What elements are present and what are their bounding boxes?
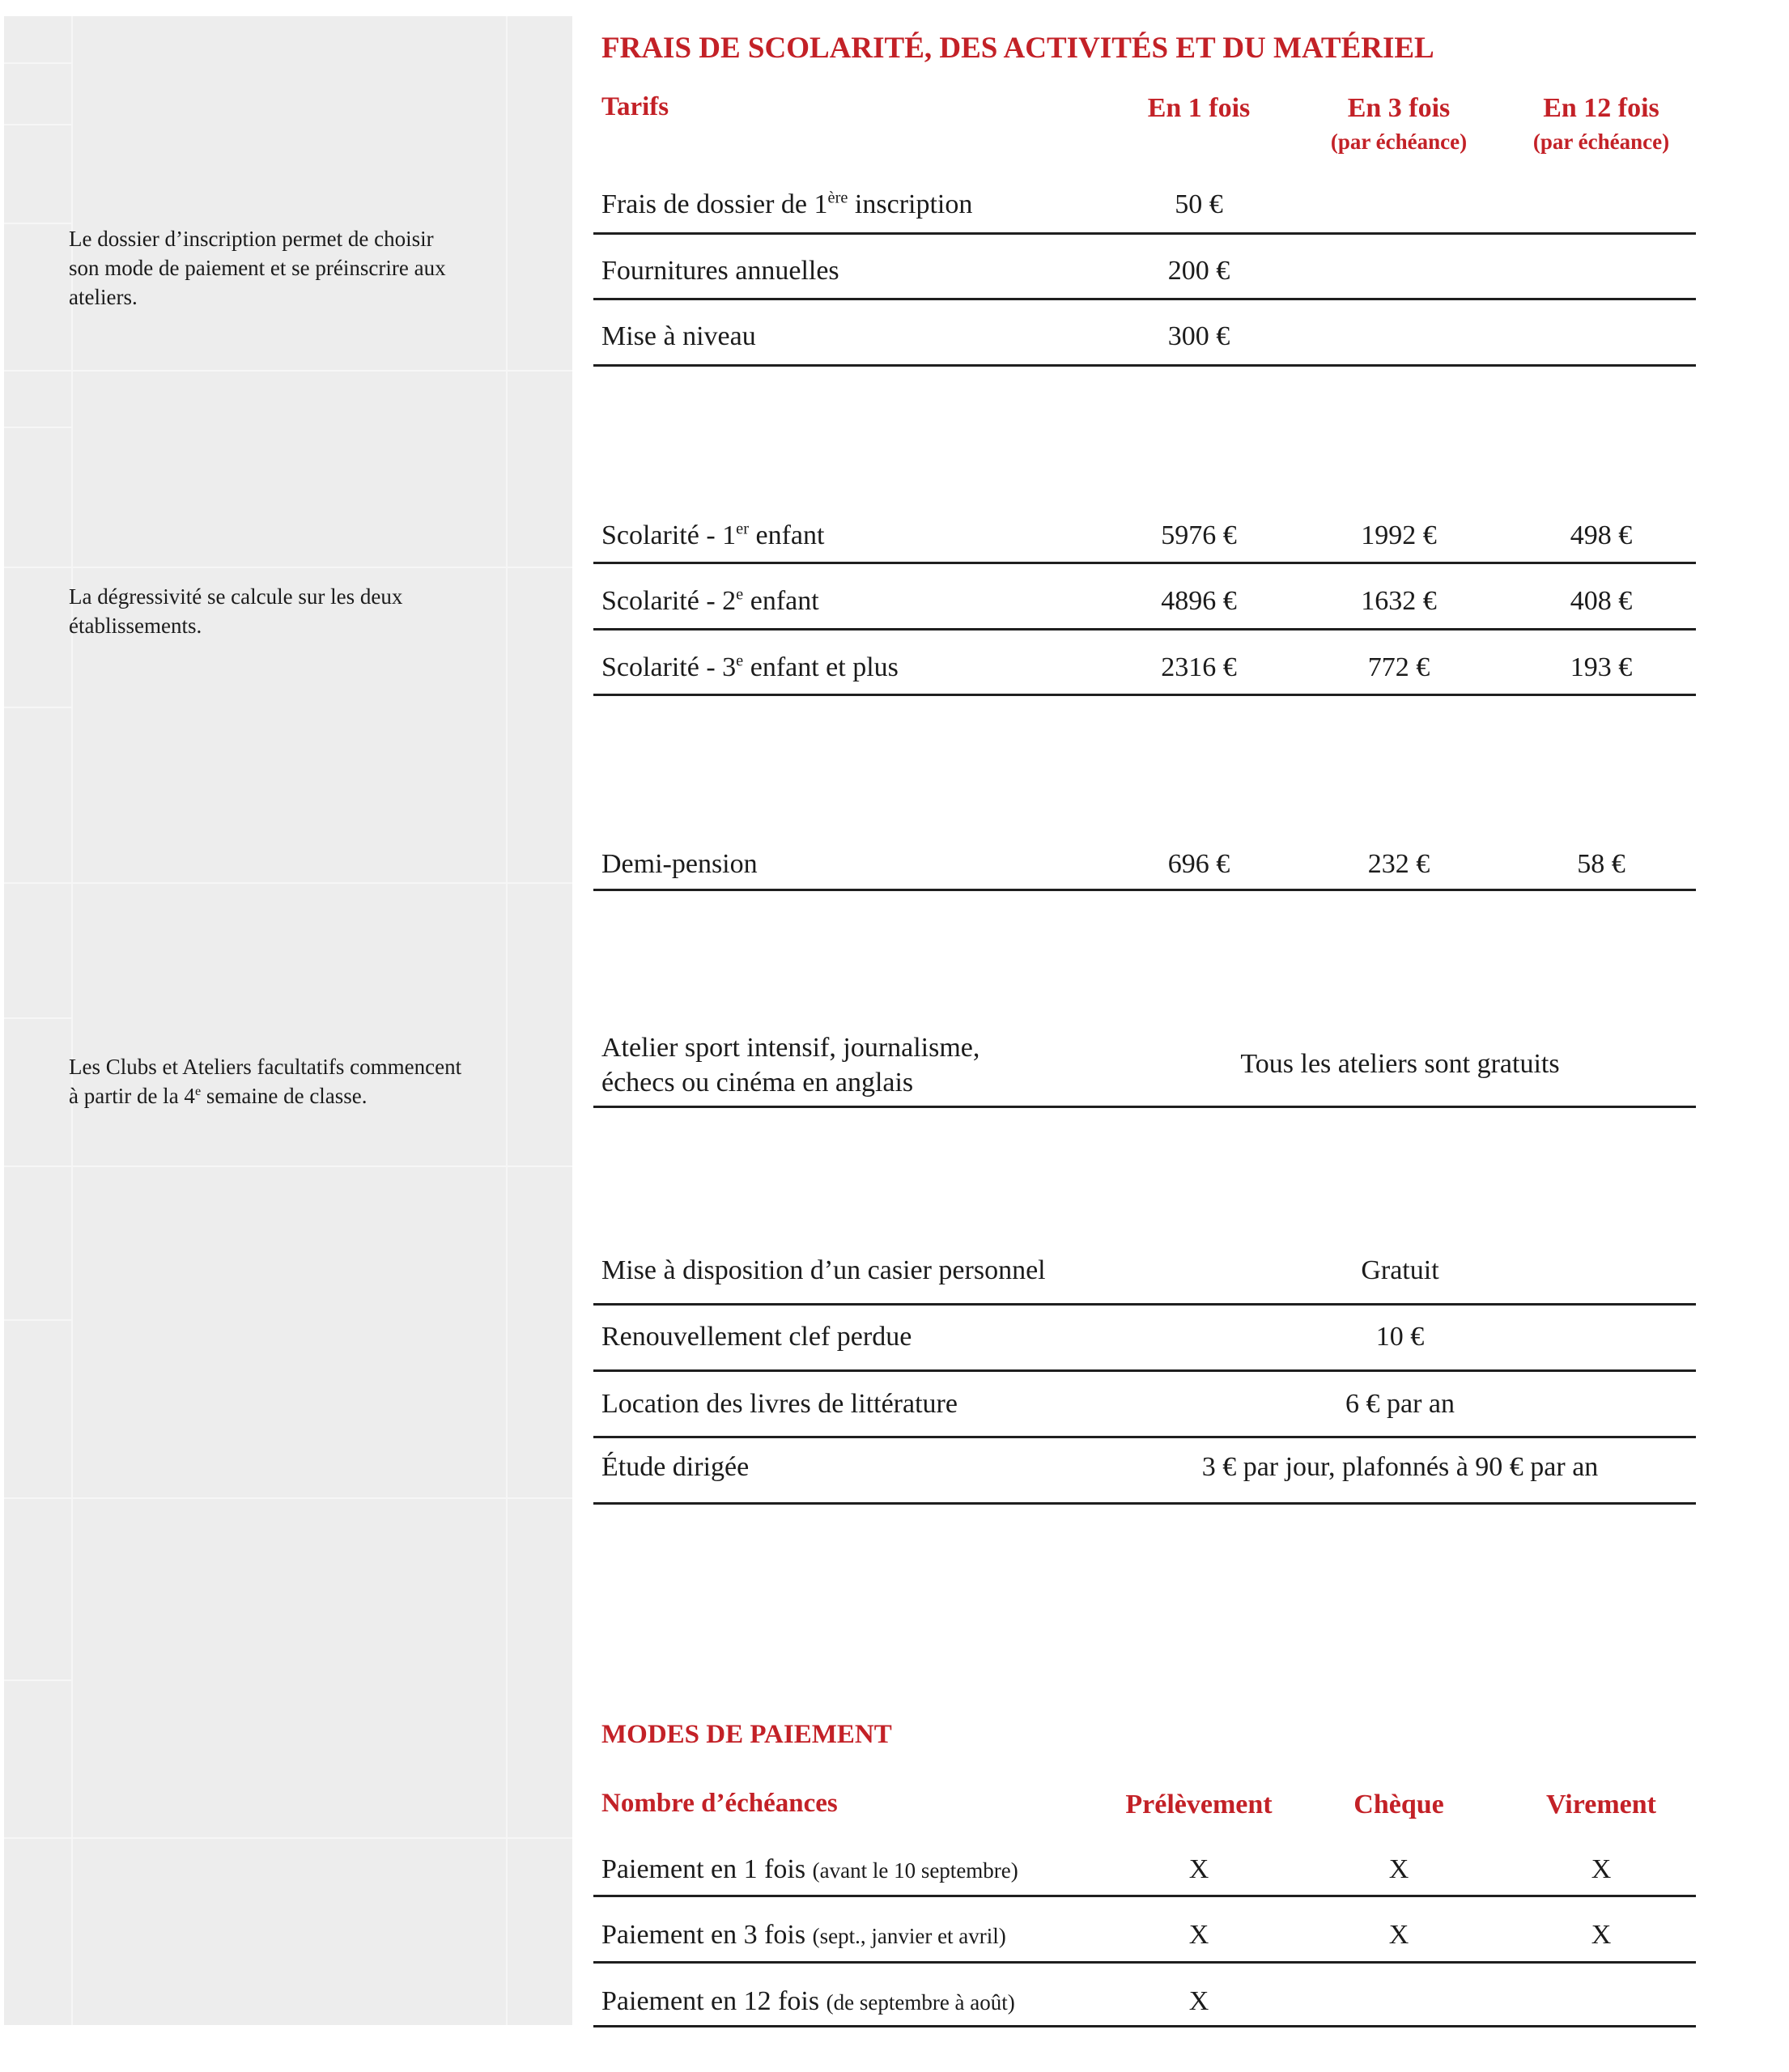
table-cell: 58 € [1577, 849, 1625, 879]
row-divider [593, 889, 1696, 891]
row-divider [593, 1961, 1696, 1964]
table-row-paiement-12-fois: Paiement en 12 fois (de septembre à août) [601, 1986, 1015, 2016]
sidebar-grid-line [4, 882, 572, 884]
column-subheader-par-echeance: (par échéance) [1330, 130, 1468, 154]
table-row-etude-dirigee: Étude dirigée [601, 1452, 750, 1482]
table-row-demi-pension: Demi-pension [601, 849, 758, 879]
row-divider [593, 232, 1696, 235]
column-subheader-par-echeance: (par échéance) [1532, 130, 1670, 154]
sidebar-grid-line [4, 370, 572, 372]
table-cell-check: X [1188, 1920, 1209, 1950]
row-divider [593, 1895, 1696, 1897]
table-row-atelier-line1: Atelier sport intensif, journalisme, [601, 1033, 980, 1063]
table-cell-check: X [1388, 1920, 1409, 1950]
table-row-paiement-1-fois: Paiement en 1 fois (avant le 10 septembre) [601, 1854, 1018, 1884]
note-line: son mode de paiement et se préinscrire aux [69, 256, 446, 280]
column-header-virement: Virement [1546, 1790, 1656, 1819]
column-header-cheque: Chèque [1353, 1790, 1444, 1819]
table-cell: Gratuit [1361, 1255, 1439, 1285]
table-cell: 10 € [1375, 1322, 1425, 1352]
sidebar-grid-line [4, 1837, 572, 1839]
note-line: à partir de la 4e semaine de classe. [69, 1084, 368, 1108]
sidebar-grid-line [506, 16, 508, 2025]
row-divider [593, 298, 1696, 300]
table-cell: 200 € [1167, 256, 1230, 286]
table-cell: 50 € [1175, 189, 1223, 219]
sidebar-grid-line [4, 1679, 71, 1681]
sidebar-grid-line [4, 427, 71, 428]
table-cell: 5976 € [1161, 520, 1237, 550]
column-header-en-3-fois: En 3 fois [1347, 93, 1451, 123]
table-row-clef: Renouvellement clef perdue [601, 1322, 912, 1352]
table-row-location-livres: Location des livres de littérature [601, 1389, 958, 1419]
table-cell: 696 € [1167, 849, 1230, 879]
table-cell-check: X [1188, 1854, 1209, 1884]
sidebar [4, 16, 572, 2025]
sidebar-note-dossier [69, 224, 534, 312]
table-cell: 408 € [1570, 586, 1633, 616]
sidebar-grid-line [4, 1319, 71, 1321]
column-header-tarifs: Tarifs [601, 92, 669, 121]
table-cell: 1992 € [1361, 520, 1437, 550]
sidebar-grid-line [4, 567, 572, 568]
section-title-modes-de-paiement: MODES DE PAIEMENT [601, 1720, 892, 1749]
note-line: Le dossier d’inscription permet de choisir [69, 227, 434, 251]
table-row-scolarite-2: Scolarité - 2e enfant [601, 585, 819, 616]
table-row-casier: Mise à disposition d’un casier personnel [601, 1255, 1046, 1285]
row-divider [593, 2025, 1696, 2027]
table-cell-check: X [1188, 1986, 1209, 2016]
note-line: établissements. [69, 614, 202, 638]
sidebar-grid-line [4, 1166, 572, 1167]
page-title: FRAIS DE SCOLARITÉ, DES ACTIVITÉS ET DU MATÉRIEL [601, 32, 1434, 65]
row-divider [593, 364, 1696, 367]
sidebar-grid-line [4, 223, 71, 224]
row-divider [593, 1106, 1696, 1108]
sidebar-note-ateliers [69, 1052, 534, 1110]
sidebar-grid-line [71, 16, 73, 2025]
table-cell-check: X [1591, 1854, 1612, 1884]
row-divider [593, 694, 1696, 696]
note-line: ateliers. [69, 285, 138, 309]
table-cell: 3 € par jour, plafonnés à 90 € par an [1201, 1452, 1599, 1482]
column-header-prelevement: Prélèvement [1125, 1790, 1273, 1819]
row-divider [593, 1303, 1696, 1306]
row-divider [593, 562, 1696, 564]
table-cell: 2316 € [1161, 652, 1237, 682]
note-line: Les Clubs et Ateliers facultatifs commencent [69, 1055, 462, 1079]
sidebar-grid-line [4, 1017, 71, 1019]
row-divider [593, 628, 1696, 631]
table-cell-ateliers-gratuits: Tous les ateliers sont gratuits [1240, 1049, 1560, 1079]
table-row-scolarite-3: Scolarité - 3e enfant et plus [601, 652, 899, 682]
row-divider [593, 1436, 1696, 1438]
column-header-en-12-fois: En 12 fois [1543, 93, 1659, 123]
sidebar-note-degressivite [69, 582, 534, 640]
column-header-nombre-echeances: Nombre d’échéances [601, 1789, 838, 1818]
table-row-frais-dossier: Frais de dossier de 1ère inscription [601, 189, 973, 219]
table-row-paiement-3-fois: Paiement en 3 fois (sept., janvier et avril) [601, 1920, 1006, 1950]
table-cell: 6 € par an [1345, 1389, 1455, 1419]
sidebar-grid-line [4, 707, 71, 708]
table-cell: 772 € [1367, 652, 1430, 682]
note-line: La dégressivité se calcule sur les deux [69, 584, 403, 609]
table-cell-check: X [1388, 1854, 1409, 1884]
table-row-fournitures: Fournitures annuelles [601, 256, 839, 286]
row-divider [593, 1502, 1696, 1505]
table-cell: 300 € [1167, 321, 1230, 351]
table-cell: 4896 € [1161, 586, 1237, 616]
table-cell: 232 € [1367, 849, 1430, 879]
sidebar-grid-line [4, 1497, 572, 1499]
row-divider [593, 1369, 1696, 1372]
table-row-mise-a-niveau: Mise à niveau [601, 321, 756, 351]
table-cell: 1632 € [1361, 586, 1437, 616]
table-row-atelier-line2: échecs ou cinéma en anglais [601, 1068, 914, 1098]
table-cell-check: X [1591, 1920, 1612, 1950]
table-cell: 193 € [1570, 652, 1633, 682]
sidebar-grid-line [4, 62, 71, 64]
column-header-en-1-fois: En 1 fois [1147, 93, 1251, 123]
table-cell: 498 € [1570, 520, 1633, 550]
table-row-scolarite-1: Scolarité - 1er enfant [601, 520, 825, 550]
sidebar-grid-line [4, 124, 71, 125]
